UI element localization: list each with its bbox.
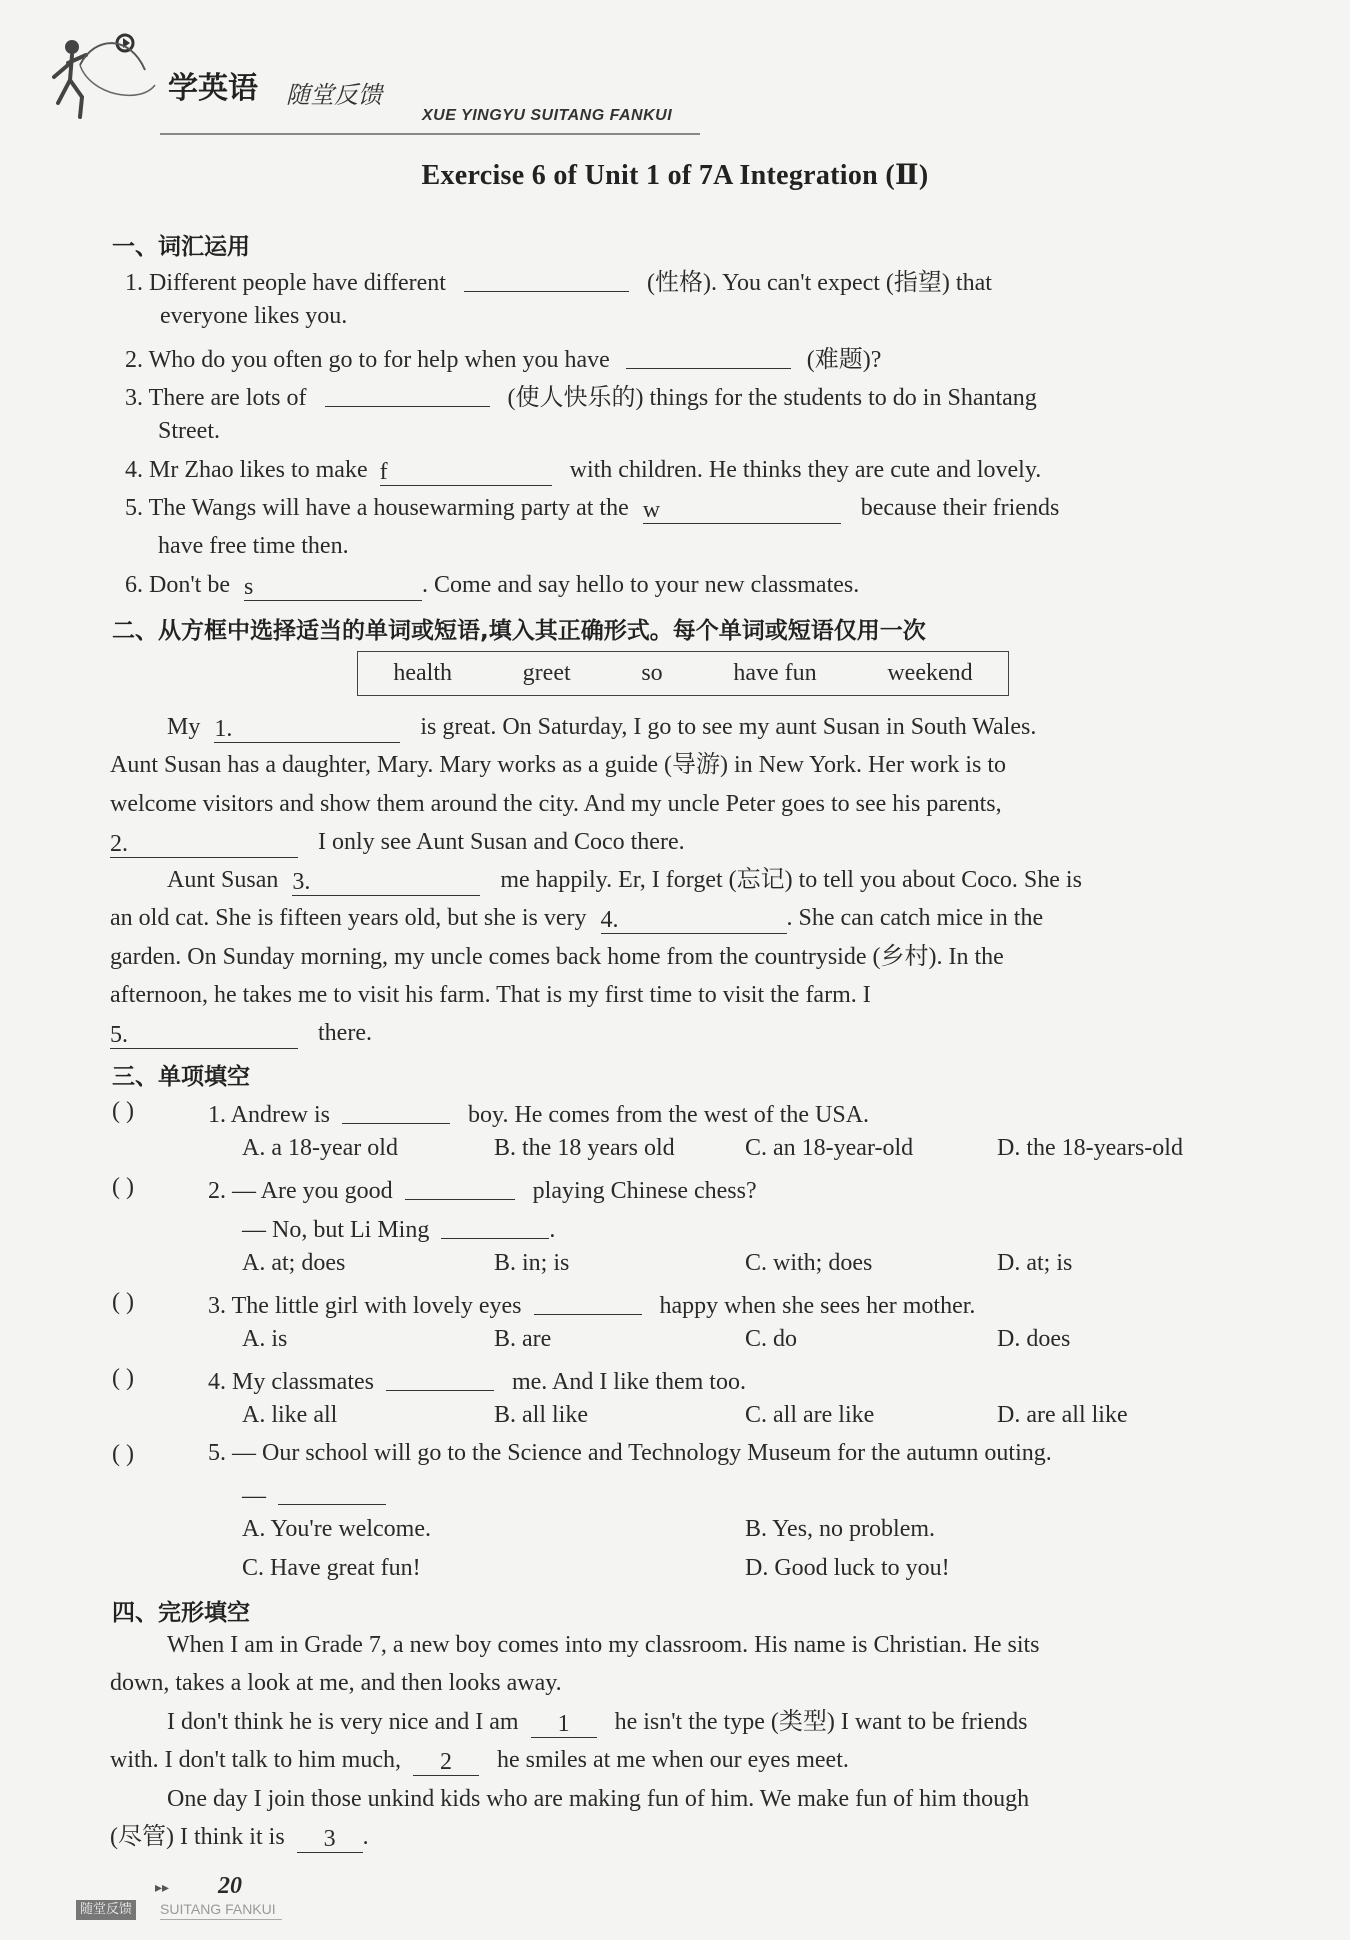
answer-parentheses[interactable]: ( ): [112, 1289, 134, 1315]
first-letter-hint: f: [379, 459, 388, 485]
mc-q2-reply: [242, 1213, 555, 1242]
cloze-line-2: down, takes a look at me, and then looks away.: [110, 1670, 562, 1696]
mc-q4-option-b[interactable]: B. all like: [494, 1402, 588, 1428]
answer-blank-1[interactable]: [214, 717, 400, 743]
question-text: me. And I like them too.: [511, 1369, 746, 1396]
answer-blank[interactable]: [325, 381, 490, 407]
question-text: 5. The Wangs will have a housewarming party at the: [125, 495, 629, 521]
mc-q3-option-c[interactable]: C. do: [745, 1326, 798, 1352]
brand-subtitle: 随堂反馈: [286, 81, 382, 109]
brand-pinyin: XUE YINGYU SUITANG FANKUI: [422, 107, 673, 124]
answer-blank[interactable]: [441, 1213, 549, 1239]
question-text: 2. Who do you often go to for help when you have: [125, 347, 610, 374]
question-text: (使人快乐的) things for the students to do in Shantang: [507, 385, 1037, 412]
mc-q5-option-c[interactable]: C. Have great fun!: [242, 1555, 421, 1581]
mc-q5-stem: 5. — Our school will go to the Science and Technology Museum for the autumn outing.: [208, 1440, 1052, 1466]
passage-line-4: [110, 830, 685, 858]
blank-number: 1: [557, 1711, 570, 1737]
passage-text: me happily. Er, I forget (忘记) to tell you about Coco. She is: [500, 867, 1082, 893]
passage-line-2: Aunt Susan has a daughter, Mary. Mary works as a guide (导游) in New York. Her work is to: [110, 752, 1007, 778]
blank-number: 2.: [110, 831, 128, 857]
blank-number: 3: [323, 1826, 336, 1852]
question-text: — No, but Li Ming: [242, 1217, 430, 1244]
footer-rule: [160, 1919, 282, 1920]
first-letter-hint: s: [243, 574, 254, 600]
blank-number: 4.: [600, 907, 619, 933]
section-heading-mc: 三、单项填空: [112, 1064, 250, 1090]
answer-blank[interactable]: [380, 460, 552, 486]
passage-line-3: welcome visitors and show them around the city. And my uncle Peter goes to see his parents,: [110, 791, 1002, 817]
mc-q3-option-b[interactable]: B. are: [494, 1326, 552, 1352]
mc-q4-option-a[interactable]: A. like all: [242, 1402, 338, 1428]
page-number: 20: [218, 1873, 242, 1899]
section-heading-wordbox: 二、从方框中选择适当的单词或短语,填入其正确形式。每个单词或短语仅用一次: [112, 618, 926, 644]
question-text: .: [549, 1217, 556, 1244]
answer-blank-2[interactable]: [110, 832, 298, 858]
word-option: weekend: [887, 660, 973, 686]
answer-parentheses[interactable]: ( ): [112, 1098, 134, 1124]
mc-q1-option-b[interactable]: B. the 18 years old: [494, 1135, 675, 1161]
mc-q1-option-d[interactable]: D. the 18-years-old: [997, 1135, 1183, 1161]
mc-q2-stem: [208, 1174, 757, 1203]
word-option: greet: [522, 660, 571, 686]
blank-number: 5.: [110, 1022, 128, 1048]
question-text: 3. The little girl with lovely eyes: [208, 1293, 522, 1320]
word-option: have fun: [733, 660, 817, 686]
question-text: (性格). You can't expect (指望) that: [646, 270, 992, 297]
mc-q1-stem: [208, 1098, 869, 1127]
passage-line-6: [110, 906, 1043, 934]
answer-blank-4[interactable]: [601, 908, 787, 934]
blank-number: 2: [439, 1749, 452, 1775]
answer-blank-3[interactable]: [292, 870, 480, 896]
footer-badge: 随堂反馈: [76, 1900, 136, 1920]
passage-text: I only see Aunt Susan and Coco there.: [318, 829, 685, 855]
mc-q3-option-d[interactable]: D. does: [997, 1326, 1071, 1352]
mc-q3-stem: [208, 1289, 975, 1318]
passage-text: Aunt Susan: [167, 867, 279, 893]
mc-q2-option-d[interactable]: D. at; is: [997, 1250, 1073, 1276]
vocab-q2: [125, 343, 881, 372]
mc-q5-option-a[interactable]: A. You're welcome.: [242, 1516, 431, 1542]
vocab-q1-line1: [125, 266, 992, 295]
vocab-q6: [125, 573, 859, 601]
answer-blank-5[interactable]: [110, 1023, 298, 1049]
footer-pinyin: SUITANG FANKUI: [160, 1901, 276, 1917]
mc-q1-option-c[interactable]: C. an 18-year-old: [745, 1135, 914, 1161]
answer-blank[interactable]: [342, 1098, 450, 1124]
answer-blank[interactable]: [386, 1365, 494, 1391]
passage-text: he smiles at me when our eyes meet.: [496, 1747, 849, 1773]
question-text: happy when she sees her mother.: [659, 1293, 976, 1320]
vocab-q1-line2: everyone likes you.: [160, 303, 348, 329]
question-text: . Come and say hello to your new classmates.: [421, 572, 860, 598]
answer-blank[interactable]: [244, 575, 422, 601]
passage-text: (尽管) I think it is: [110, 1824, 285, 1850]
mc-q4-option-c[interactable]: C. all are like: [745, 1402, 875, 1428]
mc-q2-option-b[interactable]: B. in; is: [494, 1250, 570, 1276]
question-text: boy. He comes from the west of the USA.: [468, 1102, 870, 1129]
vocab-q3-line1: [125, 381, 1037, 410]
question-text: playing Chinese chess?: [532, 1178, 757, 1205]
cloze-line-4: [110, 1748, 849, 1776]
answer-blank[interactable]: [534, 1289, 642, 1315]
cloze-line-1: When I am in Grade 7, a new boy comes into my classroom. His name is Christian. He sits: [167, 1632, 1040, 1658]
answer-blank[interactable]: [643, 498, 841, 524]
answer-parentheses[interactable]: ( ): [112, 1441, 134, 1467]
cloze-line-6: [110, 1825, 369, 1853]
question-text: 2. — Are you good: [208, 1178, 393, 1205]
question-text: 6. Don't be: [125, 572, 230, 598]
vocab-q5-line1: [125, 496, 1059, 524]
mc-q5-option-d[interactable]: D. Good luck to you!: [745, 1555, 950, 1581]
question-text: 3. There are lots of: [125, 385, 307, 412]
question-text: with children. He thinks they are cute and lovely.: [569, 457, 1042, 483]
passage-line-7: garden. On Sunday morning, my uncle comes back home from the countryside (乡村). In the: [110, 944, 1004, 970]
passage-line-5: [167, 868, 1082, 896]
brand-title: 学英语: [168, 71, 258, 106]
mc-q4-stem: [208, 1365, 746, 1394]
mc-q4-option-d[interactable]: D. are all like: [997, 1402, 1128, 1428]
mc-q5-reply: [242, 1479, 386, 1508]
question-text: 1. Andrew is: [208, 1102, 330, 1129]
passage-text: is great. On Saturday, I go to see my aunt Susan in South Wales.: [420, 714, 1037, 740]
mc-q5-option-b[interactable]: B. Yes, no problem.: [745, 1516, 936, 1542]
question-text: 4. Mr Zhao likes to make: [125, 457, 368, 483]
cloze-blank-3[interactable]: [297, 1827, 363, 1853]
runner-logo-icon: [50, 25, 160, 135]
question-text: 4. My classmates: [208, 1369, 374, 1396]
answer-blank[interactable]: [464, 266, 629, 292]
answer-blank[interactable]: [626, 343, 791, 369]
passage-text: . She can catch mice in the: [786, 905, 1044, 931]
question-text: because their friends: [860, 495, 1060, 521]
mc-q2-option-a[interactable]: A. at; does: [242, 1250, 346, 1276]
page-title: Exercise 6 of Unit 1 of 7A Integration (Ⅱ): [421, 160, 929, 191]
vocab-q5-line2: have free time then.: [158, 533, 349, 559]
vocab-q3-line2: Street.: [158, 418, 220, 444]
question-text: —: [242, 1483, 266, 1510]
passage-text: he isn't the type (类型) I want to be friends: [614, 1709, 1028, 1735]
section-heading-vocab: 一、词汇运用: [112, 234, 250, 260]
cloze-line-5: One day I join those unkind kids who are making fun of him. We make fun of him though: [167, 1786, 1030, 1812]
word-option: so: [641, 660, 663, 686]
word-box: [357, 651, 1009, 696]
passage-text: My: [167, 714, 201, 740]
cloze-line-3: [167, 1710, 1027, 1738]
header: [50, 25, 690, 135]
mc-q2-option-c[interactable]: C. with; does: [745, 1250, 873, 1276]
passage-line-1: [167, 715, 1036, 743]
arrow-icon: ▸▸: [155, 1880, 170, 1896]
word-option: health: [393, 660, 452, 686]
cloze-blank-2[interactable]: [413, 1750, 479, 1776]
question-text: 1. Different people have different: [125, 270, 446, 297]
passage-text: an old cat. She is fifteen years old, but she is very: [110, 905, 587, 931]
mc-q3-option-a[interactable]: A. is: [242, 1326, 288, 1352]
blank-number: 3.: [292, 869, 311, 895]
section-heading-cloze: 四、完形填空: [112, 1600, 250, 1626]
passage-line-8: afternoon, he takes me to visit his farm. That is my first time to visit the farm. I: [110, 982, 871, 1008]
answer-parentheses[interactable]: ( ): [112, 1174, 134, 1200]
first-letter-hint: w: [642, 497, 661, 523]
passage-text: there.: [318, 1020, 372, 1046]
answer-blank[interactable]: [405, 1174, 515, 1200]
question-text: (难题)?: [806, 347, 882, 374]
passage-text: with. I don't talk to him much,: [110, 1747, 401, 1773]
header-rule: [160, 133, 700, 135]
answer-blank[interactable]: [278, 1479, 386, 1505]
passage-text: I don't think he is very nice and I am: [167, 1709, 519, 1735]
cloze-blank-1[interactable]: [531, 1712, 597, 1738]
answer-parentheses[interactable]: ( ): [112, 1365, 134, 1391]
blank-number: 1.: [214, 716, 233, 742]
vocab-q4: [125, 458, 1041, 486]
passage-text: .: [362, 1824, 369, 1850]
passage-line-9: [110, 1021, 372, 1049]
mc-q1-option-a[interactable]: A. a 18-year old: [242, 1135, 398, 1161]
